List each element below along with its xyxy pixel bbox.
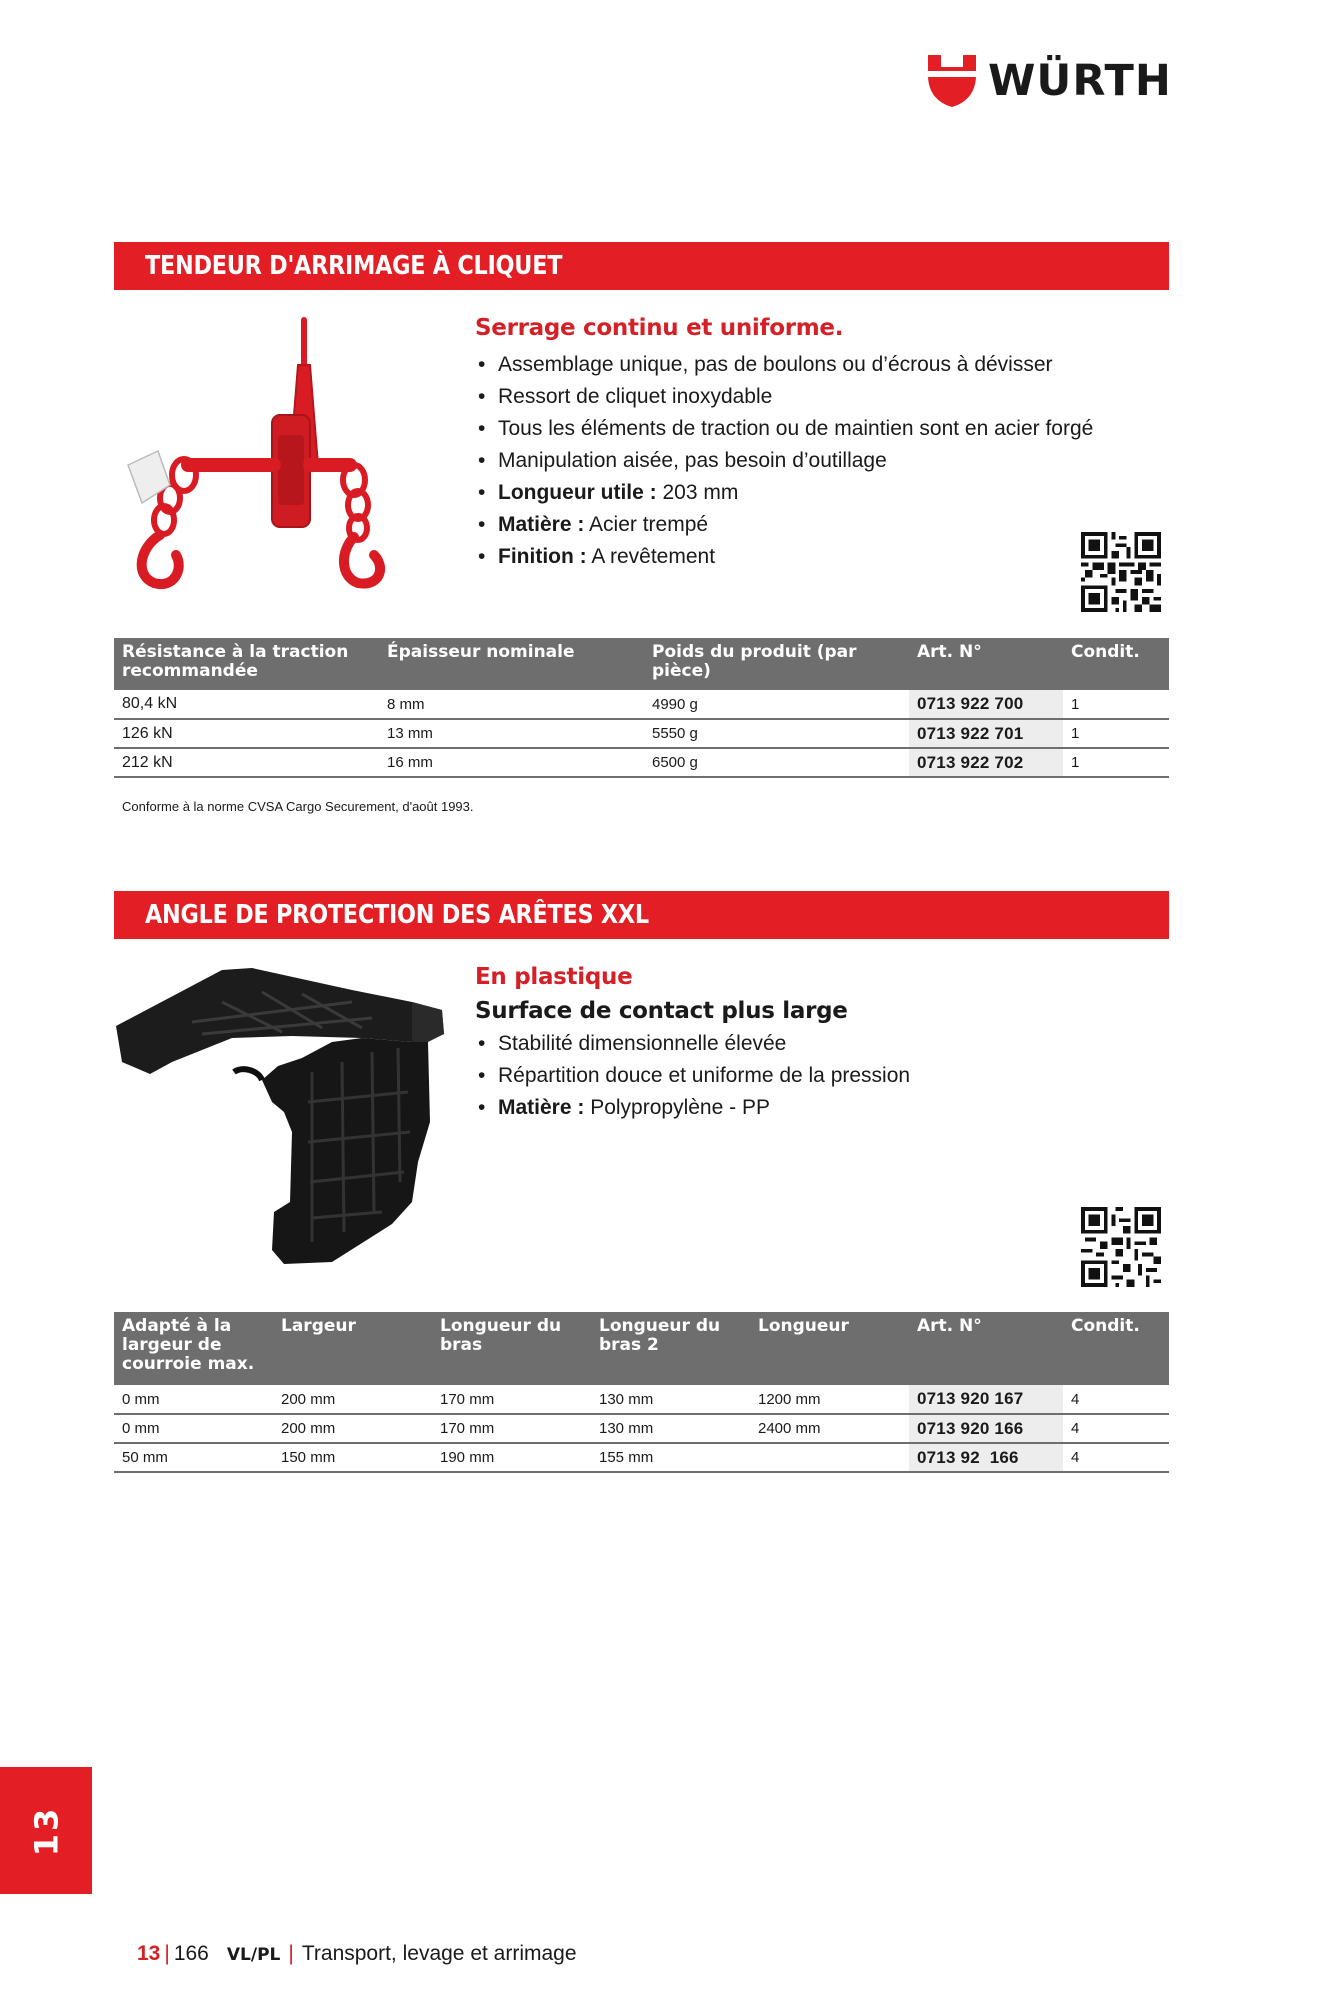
- feature-item: • Stabilité dimensionnelle élevée: [475, 1028, 1115, 1060]
- table-cell: 1: [1063, 748, 1169, 777]
- feature-item: • Ressort de cliquet inoxydable: [475, 381, 1115, 413]
- table-cell: 1: [1063, 690, 1169, 719]
- column-header: Longueur du bras: [432, 1312, 591, 1385]
- product-tagline: Serrage continu et uniforme.: [475, 315, 844, 341]
- table-cell: 4: [1063, 1443, 1169, 1472]
- feature-list: [475, 349, 1115, 573]
- spec-item: [475, 509, 1115, 541]
- product-table: [114, 1312, 1169, 1473]
- total-pages: 166: [173, 1942, 209, 1965]
- chapter-tab[interactable]: [0, 1767, 92, 1894]
- article-number[interactable]: 0713 922 702: [909, 748, 1063, 777]
- spec-value: Polypropylène - PP: [584, 1096, 770, 1119]
- spec-label: Longueur utile :: [498, 481, 657, 504]
- spec-item: [475, 477, 1115, 509]
- column-header: Condit.: [1063, 638, 1169, 690]
- wurth-logo-icon: [928, 55, 976, 107]
- footer-category: VL/PL: [226, 1945, 281, 1965]
- feature-item: • Tous les éléments de traction ou de maintien sont en acier forgé: [475, 413, 1115, 445]
- spec-item: [475, 541, 1115, 573]
- table-cell: 0 mm: [114, 1414, 273, 1443]
- section-title: TENDEUR D'ARRIMAGE À CLIQUET: [145, 251, 563, 281]
- table-cell: 4: [1063, 1414, 1169, 1443]
- spec-label: Matière :: [498, 1096, 585, 1119]
- table-cell: 80,4 kN: [114, 690, 379, 719]
- spec-label: Finition :: [498, 545, 587, 568]
- table-cell: 4990 g: [644, 690, 909, 719]
- table-cell: 130 mm: [591, 1414, 750, 1443]
- table-row: [114, 719, 1169, 748]
- page-number: 13: [137, 1942, 161, 1965]
- feature-item: • Assemblage unique, pas de boulons ou d’écrous à dévisser: [475, 349, 1115, 381]
- table-row: [114, 748, 1169, 777]
- feature-item: • Manipulation aisée, pas besoin d’outillage: [475, 445, 1115, 477]
- table-header-row: [114, 638, 1169, 690]
- article-number[interactable]: 0713 922 701: [909, 719, 1063, 748]
- product-description: [475, 964, 1115, 1124]
- table-cell: 2400 mm: [750, 1414, 909, 1443]
- column-header: Largeur: [273, 1312, 432, 1385]
- feature-item: • Répartition douce et uniforme de la pression: [475, 1060, 1115, 1092]
- chapter-number: 13: [27, 1805, 65, 1856]
- table-cell: 50 mm: [114, 1443, 273, 1472]
- feature-list: [475, 1028, 1115, 1124]
- article-number[interactable]: 0713 92 166: [909, 1443, 1063, 1472]
- table-cell: 170 mm: [432, 1414, 591, 1443]
- table-row: [114, 1443, 1169, 1472]
- brand-name: WÜRTH: [988, 55, 1172, 106]
- table-cell: 130 mm: [591, 1385, 750, 1414]
- column-header: Adapté à la largeur de courroie max.: [114, 1312, 273, 1385]
- article-number[interactable]: 0713 920 167: [909, 1385, 1063, 1414]
- spec-item: [475, 1092, 1115, 1124]
- table-row: [114, 690, 1169, 719]
- spec-value: Acier trempé: [584, 513, 709, 536]
- ratchet-binder-image: [118, 315, 458, 597]
- footer-separator: |: [288, 1942, 294, 1965]
- section-title-bar: [114, 242, 1169, 290]
- spec-value: 203 mm: [656, 481, 739, 504]
- qr-code-icon[interactable]: [1081, 532, 1161, 612]
- table-cell: 4: [1063, 1385, 1169, 1414]
- column-header: Art. N°: [909, 638, 1063, 690]
- table-cell: 6500 g: [644, 748, 909, 777]
- qr-code-icon[interactable]: [1081, 1207, 1161, 1287]
- table-cell: 16 mm: [379, 748, 644, 777]
- table-cell: 155 mm: [591, 1443, 750, 1472]
- table-cell: 170 mm: [432, 1385, 591, 1414]
- product-tagline: Surface de contact plus large: [475, 998, 848, 1024]
- table-cell: 126 kN: [114, 719, 379, 748]
- column-header: Art. N°: [909, 1312, 1063, 1385]
- column-header: Condit.: [1063, 1312, 1169, 1385]
- column-header: Longueur: [750, 1312, 909, 1385]
- table-cell: [750, 1443, 909, 1472]
- spec-value: A revêtement: [586, 545, 716, 568]
- table-row: [114, 1414, 1169, 1443]
- table-cell: 1: [1063, 719, 1169, 748]
- table-row: [114, 1385, 1169, 1414]
- footer-section: Transport, levage et arrimage: [301, 1942, 577, 1965]
- table-cell: 212 kN: [114, 748, 379, 777]
- corner-protector-image: [112, 962, 452, 1268]
- article-number[interactable]: 0713 920 166: [909, 1414, 1063, 1443]
- table-cell: 200 mm: [273, 1414, 432, 1443]
- table-cell: 13 mm: [379, 719, 644, 748]
- spec-label: Matière :: [498, 513, 585, 536]
- table-cell: 0 mm: [114, 1385, 273, 1414]
- footer-separator: |: [164, 1942, 170, 1965]
- compliance-note: Conforme à la norme CVSA Cargo Securement, d'août 1993.: [122, 799, 474, 814]
- product-description: [475, 315, 1115, 573]
- section-title-bar: [114, 891, 1169, 939]
- column-header: Longueur du bras 2: [591, 1312, 750, 1385]
- product-material-tag: En plastique: [475, 964, 633, 990]
- table-cell: 1200 mm: [750, 1385, 909, 1414]
- table-cell: 150 mm: [273, 1443, 432, 1472]
- table-cell: 200 mm: [273, 1385, 432, 1414]
- column-header: Épaisseur nominale: [379, 638, 644, 690]
- table-cell: 8 mm: [379, 690, 644, 719]
- column-header: Poids du produit (par pièce): [644, 638, 909, 690]
- brand-logo: [928, 53, 1171, 109]
- page-footer: [137, 1942, 577, 1966]
- table-cell: 5550 g: [644, 719, 909, 748]
- table-header-row: [114, 1312, 1169, 1385]
- section-title: ANGLE DE PROTECTION DES ARÊTES XXL: [145, 900, 649, 930]
- table-cell: 190 mm: [432, 1443, 591, 1472]
- product-table: [114, 638, 1169, 778]
- column-header: Résistance à la traction recommandée: [114, 638, 379, 690]
- article-number[interactable]: 0713 922 700: [909, 690, 1063, 719]
